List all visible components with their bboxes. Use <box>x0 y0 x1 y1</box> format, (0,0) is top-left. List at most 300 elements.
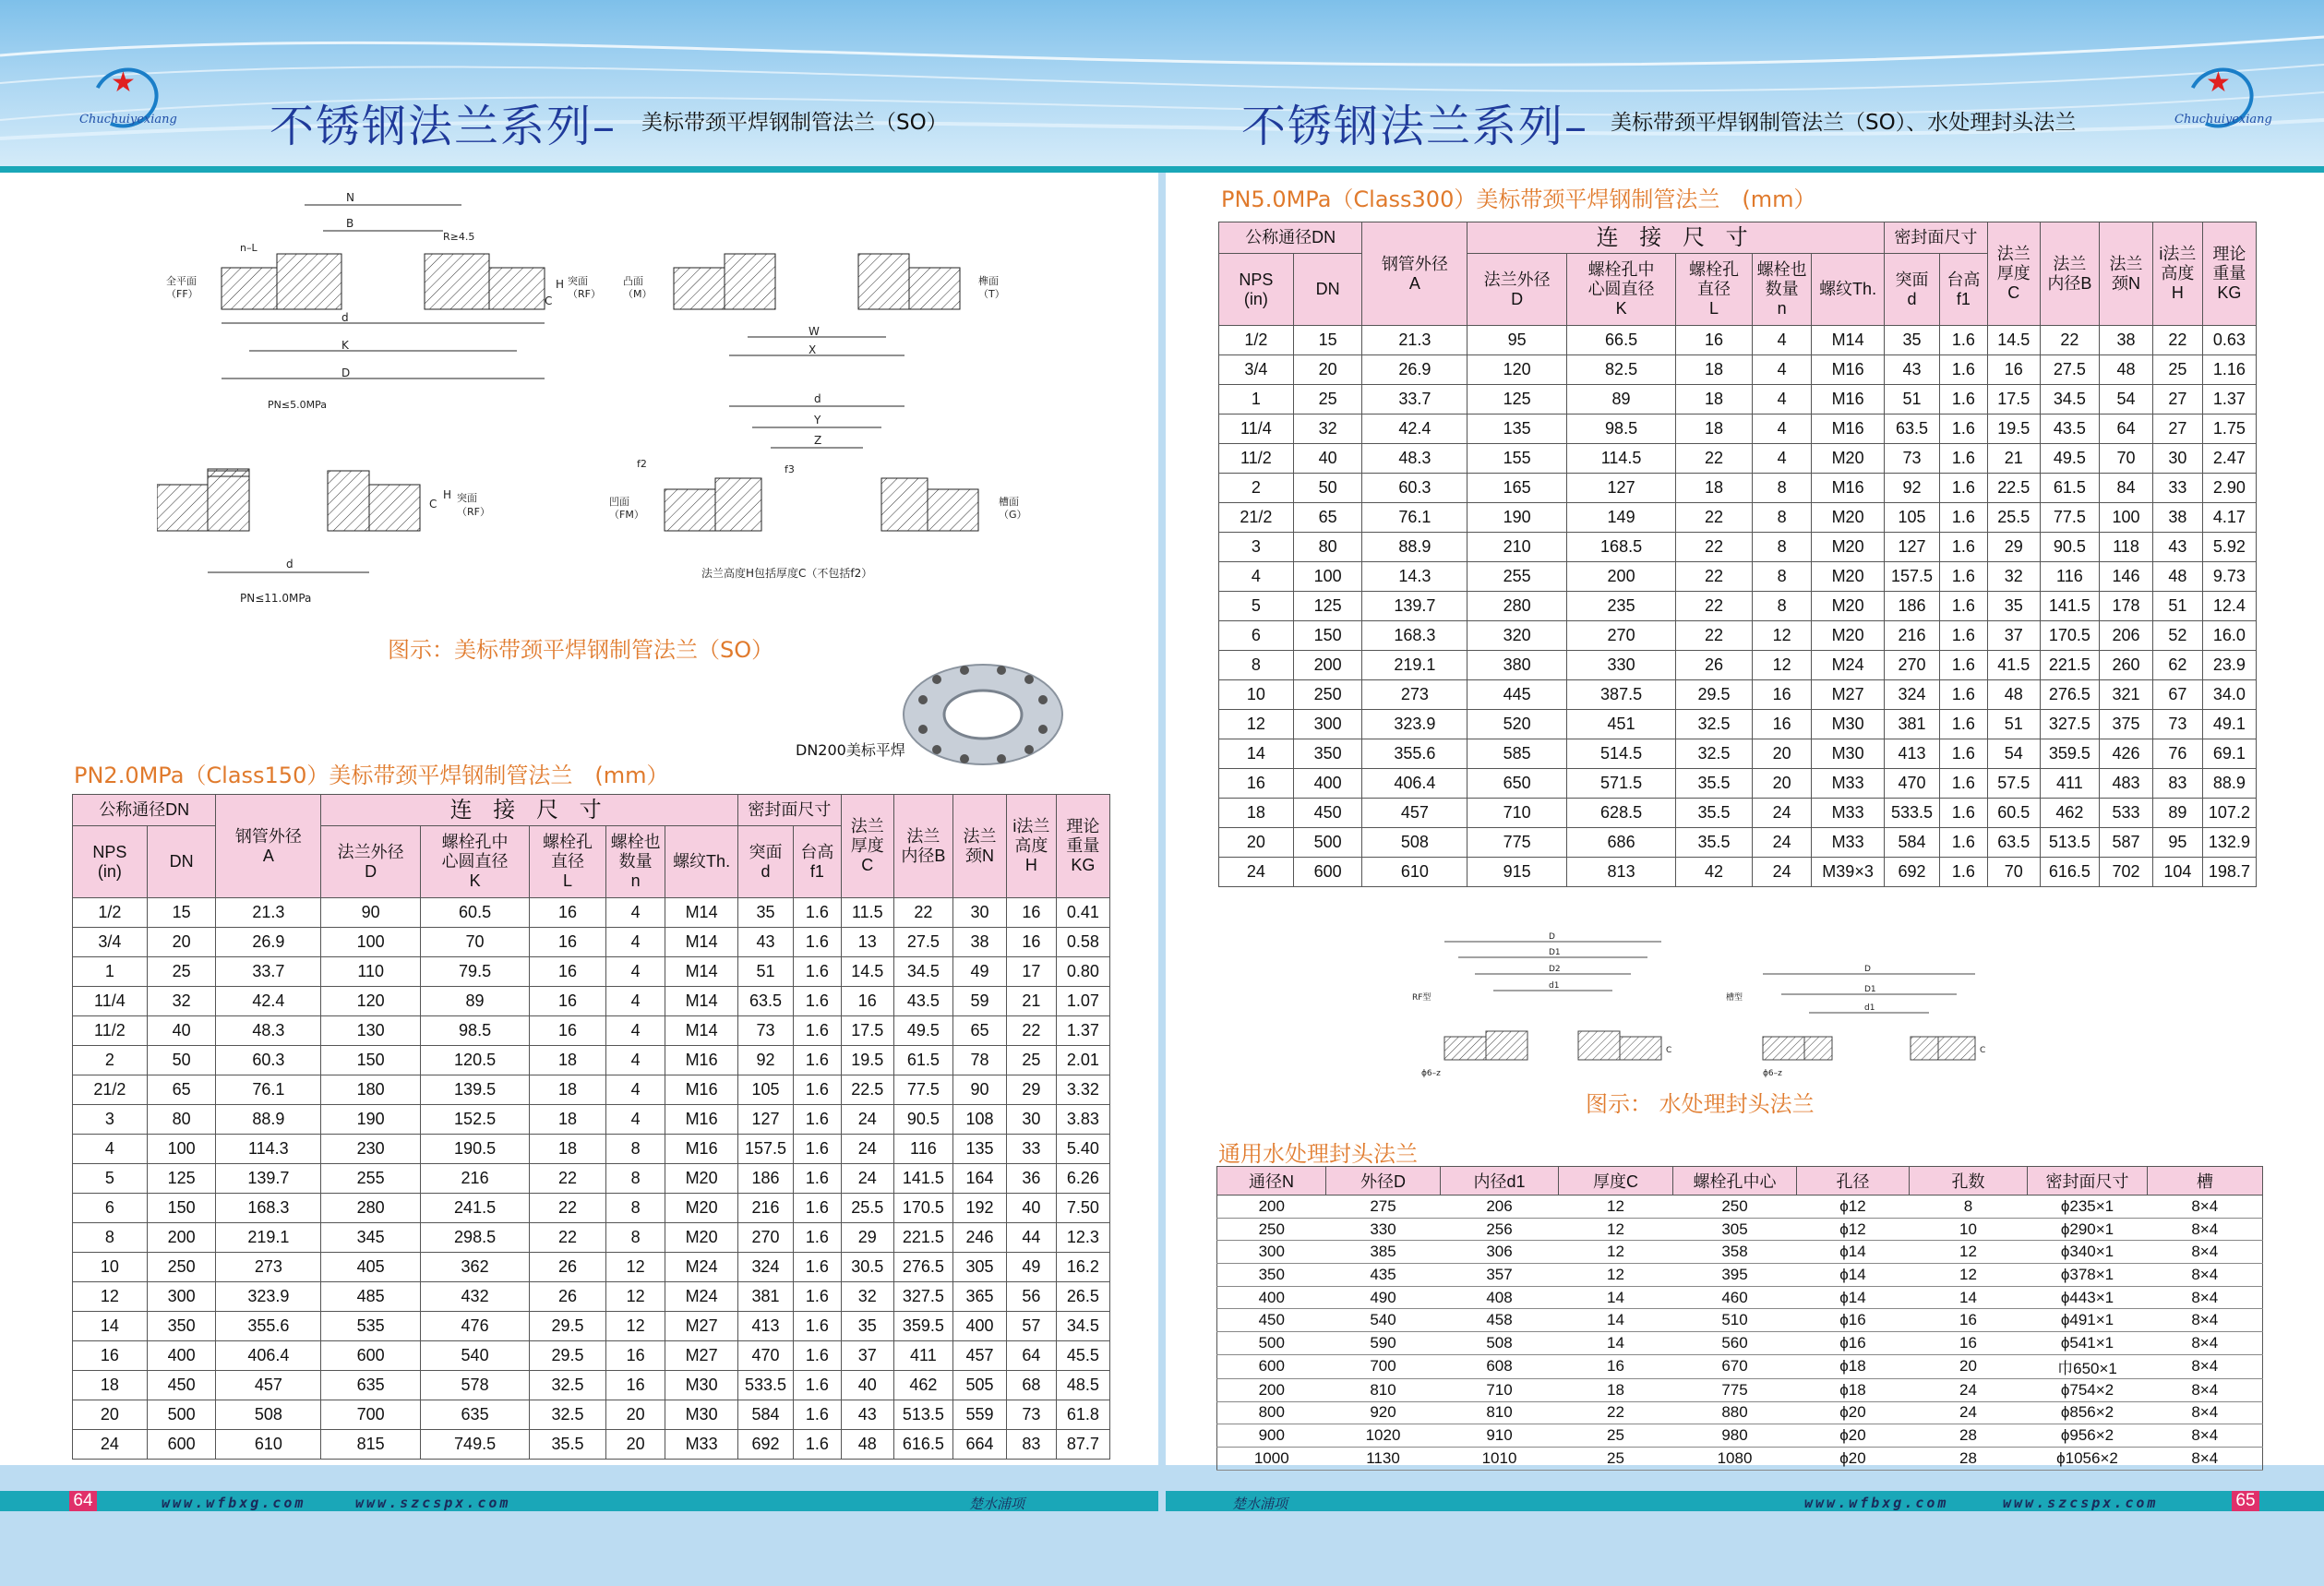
table-cell: 105 <box>1884 503 1939 533</box>
table-cell: 800 <box>1217 1401 1326 1424</box>
table-cell: 125 <box>1293 592 1362 621</box>
table-cell: 4 <box>1752 326 1811 355</box>
table-cell: 88.9 <box>2202 769 2256 799</box>
table-cell: 4 <box>605 898 665 928</box>
table-cell: 29.5 <box>530 1312 606 1341</box>
table-cell: 510 <box>1673 1309 1797 1332</box>
table-cell: 90 <box>321 898 421 928</box>
table-cell: 1.6 <box>794 1371 842 1400</box>
table-cell: 12 <box>73 1282 148 1312</box>
table-cell: 32.5 <box>1676 739 1753 769</box>
series-title-text: 不锈钢法兰系列 <box>1241 101 1565 152</box>
table-row <box>1217 1264 2263 1287</box>
table-cell: 34.5 <box>2040 385 2099 415</box>
table-cell: 16 <box>1559 1354 1673 1378</box>
table-cell: 1.6 <box>1940 739 1988 769</box>
table-cell: ϕ12 <box>1797 1196 1910 1219</box>
series-title-right <box>1241 90 1588 154</box>
table-cell: 4 <box>1752 444 1811 474</box>
table-cell: 26 <box>1676 651 1753 680</box>
table-cell: 49 <box>953 957 1007 987</box>
table-cell: 5 <box>1219 592 1294 621</box>
label-t: 榫面 <box>978 275 999 287</box>
table-cell: 1.6 <box>794 1223 842 1253</box>
table-cell: 1080 <box>1673 1447 1797 1470</box>
table-cell: 11/2 <box>73 1016 148 1046</box>
label-g-en: （G） <box>999 509 1027 521</box>
table-cell: 125 <box>1467 385 1567 415</box>
table-cell: 813 <box>1567 858 1676 887</box>
table-row <box>1219 739 2257 769</box>
table-cell: 22 <box>1676 592 1753 621</box>
table-cell: 33 <box>1007 1135 1057 1164</box>
table-cell: 16 <box>1910 1309 2028 1332</box>
table-cell: 330 <box>1567 651 1676 680</box>
table-cell: 323.9 <box>1362 710 1467 739</box>
table-cell: 60.3 <box>216 1046 321 1075</box>
table-cell: 8×4 <box>2148 1286 2263 1309</box>
table-cell: 22 <box>530 1223 606 1253</box>
table-cell: 411 <box>2040 769 2099 799</box>
table-cell: 710 <box>1441 1378 1559 1401</box>
table-cell: 12 <box>605 1253 665 1282</box>
table-cell: 105 <box>737 1075 793 1105</box>
table-cell: 43 <box>1884 355 1939 385</box>
table-cell: 462 <box>893 1371 952 1400</box>
table-cell: 219.1 <box>216 1223 321 1253</box>
th-seal: 密封面尺寸 <box>1884 222 1987 254</box>
table-row <box>1217 1424 2263 1448</box>
table-cell: 357 <box>1441 1264 1559 1287</box>
table-cell: 32.5 <box>530 1371 606 1400</box>
table-cell: 1.6 <box>794 928 842 957</box>
table-cell: 28 <box>1910 1424 2028 1448</box>
table-cell: 73 <box>2153 710 2203 739</box>
table-cell: 12.3 <box>1056 1223 1109 1253</box>
table-cell: 380 <box>1467 651 1567 680</box>
label-rf-type: RF型 <box>1412 993 1432 1003</box>
dim-d-label-2: d <box>286 558 293 571</box>
footer-url-1-right[interactable]: www.wfbxg.com <box>1804 1495 1949 1511</box>
table-cell: 432 <box>421 1282 530 1312</box>
dim-f2-label: f2 <box>637 458 647 470</box>
footer-brand-left: 楚水浦项 <box>969 1496 1025 1512</box>
table-cell: 63.5 <box>1987 828 2040 858</box>
water-header-cell: 厚度C <box>1559 1167 1673 1196</box>
subtitle-right: 美标带颈平焊钢制管法兰（SO）、水处理封头法兰 <box>1611 111 2077 135</box>
table-cell: ϕ378×1 <box>2028 1264 2148 1287</box>
table-cell: 1.07 <box>1056 987 1109 1016</box>
table-cell: 1.6 <box>794 1341 842 1371</box>
table-cell: 38 <box>2100 326 2153 355</box>
table-cell: 135 <box>953 1135 1007 1164</box>
table-cell: 64 <box>1007 1341 1057 1371</box>
table-cell: 280 <box>1467 592 1567 621</box>
table-cell: 1.6 <box>1940 326 1988 355</box>
table-cell: M39×3 <box>1812 858 1885 887</box>
table-cell: 200 <box>1217 1196 1326 1219</box>
label-ff: 全平面 <box>166 275 197 287</box>
table-cell: ϕ491×1 <box>2028 1309 2148 1332</box>
table-cell: 411 <box>893 1341 952 1371</box>
table-cell: 60.5 <box>1987 799 2040 828</box>
table-cell: 4 <box>605 928 665 957</box>
table-cell: 24 <box>1752 828 1811 858</box>
water-flange-table <box>1216 1166 2263 1471</box>
table-cell: 8 <box>605 1135 665 1164</box>
table-cell: 1/2 <box>73 898 148 928</box>
table-cell: 30 <box>1007 1105 1057 1135</box>
table-cell: 5.92 <box>2202 533 2256 562</box>
table-cell: 1.6 <box>1940 828 1988 858</box>
table-row <box>73 1135 1110 1164</box>
dim-d-label: d <box>341 311 349 324</box>
drawing-rf-type <box>1412 932 1671 1078</box>
table-cell: M16 <box>1812 385 1885 415</box>
table-cell: 20 <box>1293 355 1362 385</box>
table-cell: 22 <box>1676 533 1753 562</box>
table-cell: 533.5 <box>737 1371 793 1400</box>
table-cell: 1.6 <box>1940 858 1988 887</box>
table-cell: 500 <box>1293 828 1362 858</box>
table-cell: 365 <box>953 1282 1007 1312</box>
table-cell: 127 <box>737 1105 793 1135</box>
dim-n-label: N <box>346 191 354 204</box>
table-cell: 413 <box>1884 739 1939 769</box>
table-cell: 345 <box>321 1223 421 1253</box>
series-title-left <box>270 90 617 154</box>
page-number-left: 64 <box>69 1491 97 1511</box>
table-cell: 34.5 <box>893 957 952 987</box>
table-cell: 30.5 <box>841 1253 893 1282</box>
table-row <box>73 1371 1110 1400</box>
table-cell: 51 <box>2153 592 2203 621</box>
table-cell: 276.5 <box>893 1253 952 1282</box>
table-cell: 400 <box>147 1341 216 1371</box>
table-cell: 50 <box>1293 474 1362 503</box>
table-cell: 280 <box>321 1194 421 1223</box>
table-cell: 27 <box>2153 415 2203 444</box>
table-cell: 22.5 <box>841 1075 893 1105</box>
table-row <box>1217 1286 2263 1309</box>
table-cell: 0.41 <box>1056 898 1109 928</box>
table-cell: 116 <box>2040 562 2099 592</box>
table-cell: 1.37 <box>2202 385 2256 415</box>
table-cell: 500 <box>1217 1332 1326 1355</box>
table-cell: 1010 <box>1441 1447 1559 1470</box>
table-cell: 41.5 <box>1987 651 2040 680</box>
table-row <box>1219 355 2257 385</box>
footer-url-2-left[interactable]: www.szcspx.com <box>355 1495 511 1511</box>
drawing-ff-rf <box>166 191 601 411</box>
table-cell: 51 <box>737 957 793 987</box>
table-cell: 255 <box>321 1164 421 1194</box>
table-cell: 880 <box>1673 1401 1797 1424</box>
table-cell: 14 <box>1559 1286 1673 1309</box>
table-cell: 114.3 <box>216 1135 321 1164</box>
table-cell: 600 <box>1217 1354 1326 1378</box>
table-cell: 59 <box>953 987 1007 1016</box>
table-cell: 702 <box>2100 858 2153 887</box>
table-cell: 18 <box>1676 415 1753 444</box>
table-cell: ϕ20 <box>1797 1401 1910 1424</box>
table-cell: 1.6 <box>794 1312 842 1341</box>
table-cell: 560 <box>1673 1332 1797 1355</box>
table-cell: 10 <box>1219 680 1294 710</box>
table-cell: 42.4 <box>1362 415 1467 444</box>
table-cell: 400 <box>1293 769 1362 799</box>
table-row <box>73 1164 1110 1194</box>
table-cell: 273 <box>216 1253 321 1282</box>
table-cell: M20 <box>665 1194 738 1223</box>
table-cell: 61.8 <box>1056 1400 1109 1430</box>
table-cell: 25.5 <box>1987 503 2040 533</box>
table-cell: 130 <box>321 1016 421 1046</box>
class150-table <box>72 794 1110 1460</box>
dim-f3-label: f3 <box>785 463 795 475</box>
table-cell: 190 <box>321 1105 421 1135</box>
table-cell: M20 <box>665 1223 738 1253</box>
table-cell: 29 <box>841 1223 893 1253</box>
table-cell: ϕ16 <box>1797 1332 1910 1355</box>
table-cell: 241.5 <box>421 1194 530 1223</box>
table-cell: 89 <box>421 987 530 1016</box>
table-cell: 513.5 <box>893 1400 952 1430</box>
water-header-cell: 螺栓孔中心 <box>1673 1167 1797 1196</box>
dim-w-label: W <box>809 325 820 338</box>
footer-url-2-right[interactable]: www.szcspx.com <box>2003 1495 2159 1511</box>
table-cell: 198.7 <box>2202 858 2256 887</box>
table-cell: 155 <box>1467 444 1567 474</box>
dim-h-label-2: H <box>443 488 452 501</box>
table-cell: 1020 <box>1326 1424 1441 1448</box>
table-cell: 535 <box>321 1312 421 1341</box>
table-row <box>73 1282 1110 1312</box>
table-cell: 16 <box>1676 326 1753 355</box>
table-cell: 16 <box>605 1341 665 1371</box>
th-weight: 理论 重量 KG <box>1056 795 1109 898</box>
table-cell: 8×4 <box>2148 1196 2263 1219</box>
table-cell: 33.7 <box>1362 385 1467 415</box>
table-cell: 21/2 <box>73 1075 148 1105</box>
table-cell: 22 <box>530 1164 606 1194</box>
table-cell: 321 <box>2100 680 2153 710</box>
table-cell: 26.9 <box>216 928 321 957</box>
th-raised: 突面 d <box>1884 254 1939 326</box>
table-cell: 20 <box>605 1430 665 1460</box>
th-raised: 突面 d <box>737 826 793 898</box>
table-cell: 8×4 <box>2148 1332 2263 1355</box>
table-cell: 514.5 <box>1567 739 1676 769</box>
table-cell: 664 <box>953 1430 1007 1460</box>
table-cell: 635 <box>321 1371 421 1400</box>
table-cell: 400 <box>953 1312 1007 1341</box>
table-cell: 25 <box>1559 1424 1673 1448</box>
table-cell: 635 <box>421 1400 530 1430</box>
table-cell: ϕ290×1 <box>2028 1218 2148 1241</box>
table-cell: 1.6 <box>1940 385 1988 415</box>
table-cell: 600 <box>147 1430 216 1460</box>
table-cell: ϕ16 <box>1797 1309 1910 1332</box>
table-cell: 23.9 <box>2202 651 2256 680</box>
table-cell: 16 <box>530 928 606 957</box>
table-cell: 413 <box>737 1312 793 1341</box>
table-cell: 157.5 <box>1884 562 1939 592</box>
table-cell: 37 <box>1987 621 2040 651</box>
dim-y-label: Y <box>814 414 821 427</box>
table-cell: 150 <box>147 1194 216 1223</box>
table-cell: 206 <box>1441 1196 1559 1219</box>
table-cell: 270 <box>1884 651 1939 680</box>
class300-table <box>1218 222 2257 887</box>
table-cell: 44 <box>1007 1223 1057 1253</box>
table-cell: 100 <box>321 928 421 957</box>
table-cell: 8 <box>605 1223 665 1253</box>
table-cell: 571.5 <box>1567 769 1676 799</box>
table-row <box>1219 533 2257 562</box>
table-cell: 18 <box>1676 355 1753 385</box>
drawing-pn11 <box>157 469 490 605</box>
table-cell: 22 <box>1559 1401 1673 1424</box>
table-cell: 700 <box>1326 1354 1441 1378</box>
footer-brand-right: 楚水浦项 <box>1232 1496 1288 1512</box>
table-cell: 8×4 <box>2148 1378 2263 1401</box>
table-cell: 6 <box>1219 621 1294 651</box>
th-height: i法兰 高度 H <box>1007 795 1057 898</box>
dim-d1-label-g: D1 <box>1864 985 1876 994</box>
table-row <box>1219 562 2257 592</box>
table-cell: 692 <box>737 1430 793 1460</box>
table-cell: 157.5 <box>737 1135 793 1164</box>
table-cell: 270 <box>1567 621 1676 651</box>
table-cell: 775 <box>1467 828 1567 858</box>
table-cell: 61.5 <box>2040 474 2099 503</box>
table-cell: 22 <box>1676 503 1753 533</box>
table-cell: M14 <box>665 987 738 1016</box>
table-cell: 585 <box>1467 739 1567 769</box>
table-cell: 490 <box>1326 1286 1441 1309</box>
table-cell: 67 <box>2153 680 2203 710</box>
table-cell: 26 <box>530 1282 606 1312</box>
drawing-fm-g <box>609 392 1027 580</box>
table-cell: 300 <box>1217 1241 1326 1264</box>
table-cell: 49 <box>1007 1253 1057 1282</box>
table-cell: 457 <box>1362 799 1467 828</box>
table-cell: 0.58 <box>1056 928 1109 957</box>
footer-url-1-left[interactable]: www.wfbxg.com <box>162 1495 306 1511</box>
table-cell: 16.2 <box>1056 1253 1109 1282</box>
table-cell: 8 <box>1752 533 1811 562</box>
table-cell: 3/4 <box>73 928 148 957</box>
table-row <box>73 898 1110 928</box>
table-cell: 76.1 <box>216 1075 321 1105</box>
table-row <box>73 1223 1110 1253</box>
th-bolt-hole: 螺栓孔 直径 L <box>530 826 606 898</box>
table-cell: 20 <box>73 1400 148 1430</box>
table-cell: M33 <box>1812 769 1885 799</box>
table-cell: 355.6 <box>1362 739 1467 769</box>
table-cell: 1.6 <box>794 1400 842 1430</box>
class300-table-body <box>1219 326 2257 887</box>
table-cell: ϕ12 <box>1797 1218 1910 1241</box>
table-cell: 2.47 <box>2202 444 2256 474</box>
table-cell: 18 <box>530 1105 606 1135</box>
table-cell: 92 <box>1884 474 1939 503</box>
table-cell: 275 <box>1326 1196 1441 1219</box>
table-cell: ϕ14 <box>1797 1286 1910 1309</box>
table-cell: 457 <box>216 1371 321 1400</box>
table-row <box>73 1430 1110 1460</box>
table-cell: 32 <box>147 987 216 1016</box>
table-cell: 43 <box>2153 533 2203 562</box>
table-cell: 40 <box>841 1371 893 1400</box>
table-cell: M30 <box>665 1371 738 1400</box>
table-cell: M27 <box>665 1341 738 1371</box>
table-cell: 610 <box>216 1430 321 1460</box>
table-cell: 32 <box>841 1282 893 1312</box>
dim-x-label: X <box>809 343 817 356</box>
table-cell: 25.5 <box>841 1194 893 1223</box>
table-cell: M30 <box>1812 739 1885 769</box>
table-cell: 324 <box>1884 680 1939 710</box>
table-row <box>73 1016 1110 1046</box>
table-cell: 48 <box>2153 562 2203 592</box>
table-row <box>73 928 1110 957</box>
table-cell: ϕ20 <box>1797 1424 1910 1448</box>
table-cell: M20 <box>665 1164 738 1194</box>
table-row <box>1219 592 2257 621</box>
table-cell: 66.5 <box>1567 326 1676 355</box>
table-cell: 18 <box>1219 799 1294 828</box>
table-cell: 3/4 <box>1219 355 1294 385</box>
table-cell: 35 <box>841 1312 893 1341</box>
table-cell: 8 <box>605 1164 665 1194</box>
table-cell: 276.5 <box>2040 680 2099 710</box>
table-cell: 48.5 <box>1056 1371 1109 1400</box>
table-cell: 139.5 <box>421 1075 530 1105</box>
table-cell: 1000 <box>1217 1447 1326 1470</box>
th-nominal: 公称通径DN <box>73 795 216 826</box>
table-cell: 114.5 <box>1567 444 1676 474</box>
table-cell: 2 <box>73 1046 148 1075</box>
table-cell: 16 <box>1987 355 2040 385</box>
table-cell: 16 <box>841 987 893 1016</box>
table-cell: 22 <box>1676 562 1753 592</box>
table-cell: 21.3 <box>216 898 321 928</box>
table-cell: M16 <box>665 1105 738 1135</box>
table-row <box>1219 503 2257 533</box>
table-cell: 18 <box>1559 1378 1673 1401</box>
water-table-body <box>1217 1196 2263 1471</box>
table-cell: 135 <box>1467 415 1567 444</box>
table-cell: 88.9 <box>216 1105 321 1135</box>
table-cell: 306 <box>1441 1241 1559 1264</box>
table-cell: 692 <box>1884 858 1939 887</box>
table-cell: 42 <box>1676 858 1753 887</box>
label-phi-2: ϕ6–z <box>1763 1069 1782 1078</box>
table-cell: M16 <box>665 1075 738 1105</box>
table-cell: 8×4 <box>2148 1309 2263 1332</box>
table-cell: 533 <box>2100 799 2153 828</box>
table-row <box>1217 1447 2263 1470</box>
dim-bigd-label: D <box>341 366 351 379</box>
table-cell: 206 <box>2100 621 2153 651</box>
table-cell: 38 <box>2153 503 2203 533</box>
table-cell: 1.16 <box>2202 355 2256 385</box>
table-cell: 132.9 <box>2202 828 2256 858</box>
table-cell: 16 <box>530 1016 606 1046</box>
table-cell: 82.5 <box>1567 355 1676 385</box>
